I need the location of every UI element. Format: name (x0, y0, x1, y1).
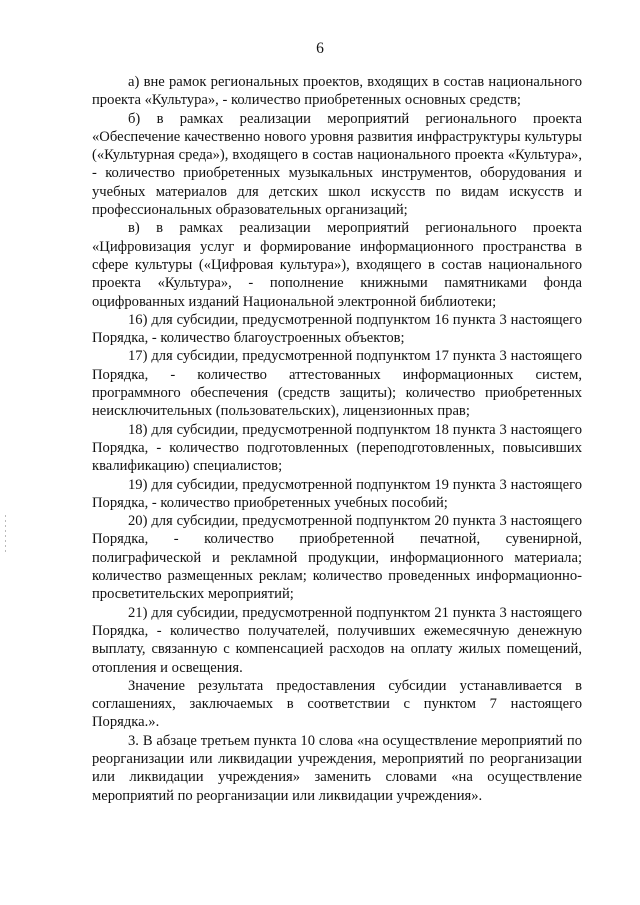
paragraph-item-17: 17) для субсидии, предусмотренной подпунктом 17 пункта 3 настоящего Порядка, - количество аттестованных информационных систем, программного обеспечения (средств защиты); количество приобретенных неисключительных (пользовательских), лицензионных прав; (92, 348, 582, 420)
paragraph-v-digital-culture: в) в рамках реализации мероприятий регионального проекта «Цифровизация услуг и формирование информационного пространства в сфере культуры («Цифровая культура»), входящего в состав национального проекта «Культура», - пополнение книжными памятниками фонда оцифрованных изданий Национальной электронной библиотеки; (92, 220, 582, 310)
paragraph-b-cultural-environment: б) в рамках реализации мероприятий регионального проекта «Обеспечение качественно нового уровня развития инфраструктуры культуры («Культурная среда»), входящего в состав национального проекта «Культура», - количество приобретенных музыкальных инструментов, оборудования и учебных материалов для детских школ искусств по видам искусств и профессиональных образовательных организаций; (92, 110, 582, 219)
paragraph-item-21: 21) для субсидии, предусмотренной подпунктом 21 пункта 3 настоящего Порядка, - количество получателей, получивших ежемесячную денежную выплату, связанную с компенсацией расходов на оплату жилых помещений, отопления и освещения. (92, 604, 582, 676)
paragraph-item-16: 16) для субсидии, предусмотренной подпунктом 16 пункта 3 настоящего Порядка, - количество благоустроенных объектов; (92, 311, 582, 347)
scan-margin-mark (5, 515, 6, 555)
page-number: 6 (316, 40, 324, 57)
document-body (92, 73, 582, 805)
paragraph-item-19: 19) для субсидии, предусмотренной подпунктом 19 пункта 3 настоящего Порядка, - количество приобретенных учебных пособий; (92, 476, 582, 511)
paragraph-a-outside-projects: а) вне рамок региональных проектов, входящих в состав национального проекта «Культура», - количество приобретенных основных средств; (92, 74, 582, 109)
paragraph-item-20: 20) для субсидии, предусмотренной подпунктом 20 пункта 3 настоящего Порядка, - количество приобретенной печатной, сувенирной, полиграфической и рекламной продукции, информационного материала; количество размещенных реклам; количество проведенных информационно-просветительских мероприятий; (92, 513, 582, 603)
paragraph-amendment-3: 3. В абзаце третьем пункта 10 слова «на осуществление мероприятий по реорганизации или ликвидации учреждения, мероприятий по реорганизации или ликвидации учреждения» заменить словами «на осуществление мероприятий по реорганизации или ликвидации учреждения». (92, 732, 582, 804)
paragraph-item-18: 18) для субсидии, предусмотренной подпунктом 18 пункта 3 настоящего Порядка, - количество подготовленных (переподготовленных, повысивших квалификацию) специалистов; (92, 421, 582, 475)
paragraph-result-value: Значение результата предоставления субсидии устанавливается в соглашениях, заключаемых в соответствии с пунктом 7 настоящего Порядка.». (92, 677, 582, 731)
